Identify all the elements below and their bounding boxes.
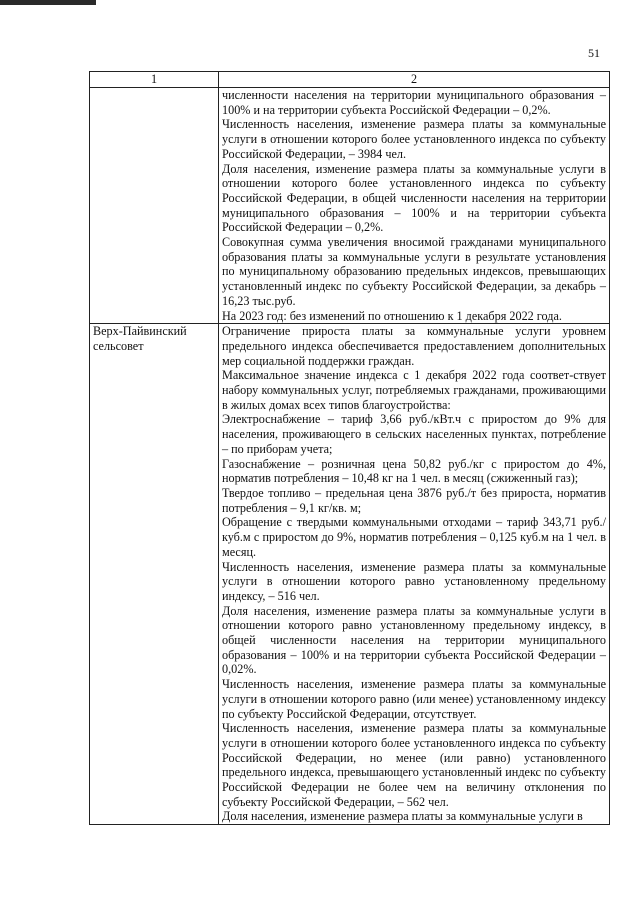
paragraph: Твердое топливо – предельная цена 3876 руб./т без прироста, норматив потребления – 9,1 кг/кв. м; <box>222 485 606 515</box>
paragraph: На 2023 год: без изменений по отношению к 1 декабря 2022 года. <box>222 308 562 323</box>
paragraph: Численность населения, изменение размера платы за коммунальные услуги в отношении которого более установленного индекса по субъекту Российской Федерации, – 3984 чел. <box>222 117 606 161</box>
column-header-1: 1 <box>90 72 219 88</box>
paragraph: Доля населения, изменение размера платы за коммунальные услуги в отношении которого более установленного индекса по субъекту Российской Федерации, в общей численности населения на территории муниципального образования – 100% и на территории субъекта Российской Федерации – 0,2%. <box>222 161 606 235</box>
municipality-cell: Верх-Пайвинский сельсовет <box>90 324 219 825</box>
scan-edge-bar <box>0 0 96 5</box>
paragraph: Обращение с твердыми коммунальными отходами – тариф 343,71 руб./куб.м с приростом до 9%, норматив потребления – 0,125 куб.м на 1 чел. в месяц. <box>222 515 606 559</box>
paragraph: численности населения на территории муниципального образования – 100% и на территории субъекта Российской Федерации – 0,2%. <box>222 88 606 117</box>
table-row <box>90 88 610 324</box>
document-table <box>89 71 610 825</box>
page-number: 51 <box>588 46 600 60</box>
table-header-row <box>90 72 610 88</box>
paragraph: Максимальное значение индекса с 1 декабря 2022 года соответ-ствует набору коммунальных услуг, потребляемых гражданами, проживающими в жилых домах всех типов благоустройства: <box>222 368 606 412</box>
paragraph: Газоснабжение – розничная цена 50,82 руб./кг с приростом до 4%, норматив потребления – 10,48 кг на 1 чел. в месяц (сжиженный газ); <box>222 456 606 486</box>
table-row <box>90 324 610 825</box>
description-cell <box>219 88 610 324</box>
column-header-2: 2 <box>219 72 610 88</box>
paragraph: Доля населения, изменение размера платы за коммунальные услуги в <box>222 809 583 824</box>
paragraph: Ограничение прироста платы за коммунальные услуги уровнем предельного индекса обеспечивается предоставлением дополнительных мер социальной поддержки граждан. <box>222 324 606 368</box>
municipality-cell <box>90 88 219 324</box>
paragraph: Доля населения, изменение размера платы за коммунальные услуги в отношении которого равно установленному предельному индексу, в общей численности населения на территории муниципального образования – 100% и на территории субъекта Российской Федерации – 0,02%. <box>222 603 606 677</box>
paragraph: Совокупная сумма увеличения вносимой гражданами муниципального образования платы за коммунальные услуги в результате установления по муниципальному образованию предельных индексов, превышающих установленный индекс по субъекту Российской Федерации, за декабрь – 16,23 тыс.руб. <box>222 235 606 308</box>
paragraph: Численность населения, изменение размера платы за коммунальные услуги в отношении которого равно (или менее) установленному индексу по субъекту Российской Федерации, отсутствует. <box>222 677 606 721</box>
description-cell <box>219 324 610 825</box>
paragraph: Численность населения, изменение размера платы за коммунальные услуги в отношении которого более установленного индекса по субъекту Российской Федерации, но менее (или равно) установленного предельного индекса, превышающего установленный индекс по субъекту Российской Федерации не более чем на величину отклонения по субъекту Российской Федерации, – 562 чел. <box>222 721 606 809</box>
paragraph: Электроснабжение – тариф 3,66 руб./кВт.ч с приростом до 9% для населения, проживающего в сельских населенных пунктах, потребление – по приборам учета; <box>222 412 606 456</box>
paragraph: Численность населения, изменение размера платы за коммунальные услуги в отношении которого равно установленному предельному индексу, – 516 чел. <box>222 559 606 603</box>
